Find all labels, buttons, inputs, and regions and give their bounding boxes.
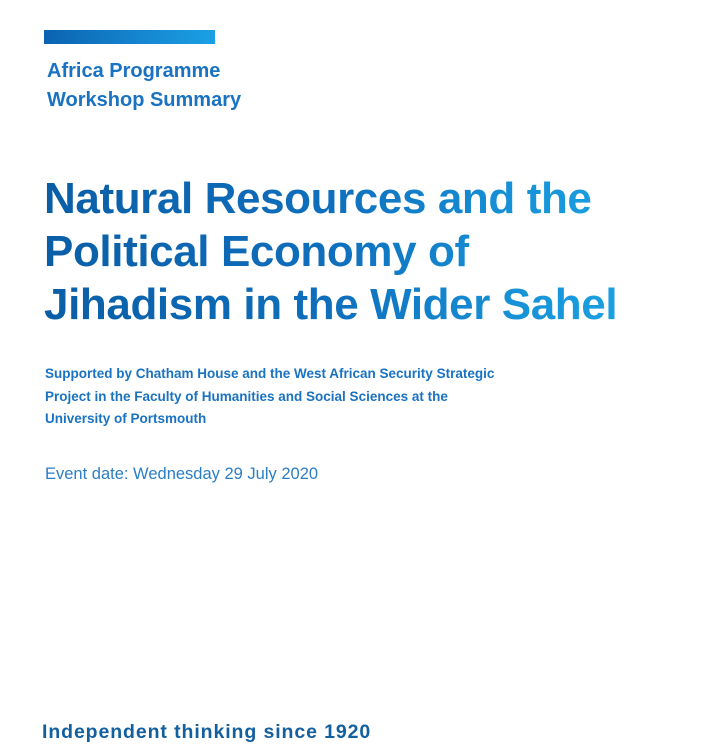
title-line: Political Economy of: [44, 227, 469, 276]
footer-tagline: Independent thinking since 1920: [42, 721, 372, 743]
programme-header: [47, 57, 241, 115]
event-date: Event date: Wednesday 29 July 2020: [45, 465, 319, 483]
support-line: Project in the Faculty of Humanities and Social Sciences at the: [45, 388, 448, 404]
title-line: Natural Resources and the: [44, 174, 592, 223]
title-line: Jihadism in the Wider Sahel: [44, 280, 618, 329]
brand-accent-bar: [44, 30, 215, 44]
support-line: Supported by Chatham House and the West African Security Strategic: [45, 366, 495, 381]
support-line: University of Portsmouth: [45, 411, 207, 426]
document-title: [44, 172, 684, 331]
document-type: Workshop Summary: [47, 89, 242, 111]
support-statement: [45, 363, 494, 431]
programme-name: Africa Programme: [47, 60, 221, 82]
